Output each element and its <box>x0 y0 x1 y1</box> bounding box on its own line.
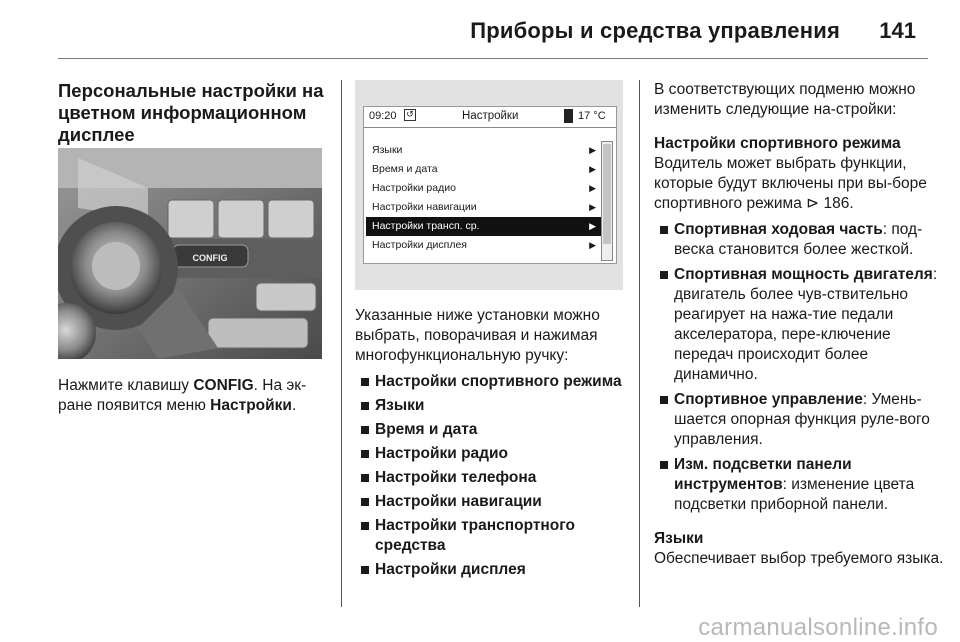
list-item: Спортивная мощность двигателя: двигатель более чув-ствительно реагирует на нажа-тие педали акселератора, пере-ключение передач происходит более динамично. <box>654 265 949 385</box>
header-divider <box>58 58 928 59</box>
config-key-label: CONFIG <box>192 253 228 263</box>
chevron-right-icon: ▶ <box>589 145 596 155</box>
screen-menu-item: Время и дата ▶ <box>366 160 602 179</box>
sport-description: Водитель может выбрать функции, которые будут включены при вы-боре спортивного режима ⊳ 186. <box>654 155 927 212</box>
instruction-paragraph: Нажмите клавишу CONFIG. На эк-ране появится меню Настройки. <box>58 377 307 414</box>
section-heading: Персональные настройки на цветном информационном дисплее <box>58 80 324 145</box>
screen-menu-item-selected: Настройки трансп. ср. ▶ <box>366 217 602 236</box>
screen-menu-item: Настройки дисплея ▶ <box>366 236 602 255</box>
list-item: Настройки транспортного средства <box>355 516 630 556</box>
thermometer-icon <box>564 109 573 123</box>
list-item: Настройки дисплея <box>355 560 630 580</box>
screen-menu-item: Настройки радио ▶ <box>366 179 602 198</box>
column-right <box>654 80 949 569</box>
list-item: Настройки телефона <box>355 468 630 488</box>
page-title: Приборы и средства управления <box>470 18 840 43</box>
submenu-intro: В соответствующих подменю можно изменить следующие на-стройки: <box>654 81 916 118</box>
screen-title: Настройки <box>462 110 519 122</box>
column-left <box>58 80 328 146</box>
list-item: Языки <box>355 396 630 416</box>
page-number: 141 <box>879 18 916 43</box>
chevron-right-icon: ▶ <box>589 183 596 193</box>
page-header <box>0 0 960 62</box>
config-key-name: CONFIG <box>193 377 254 394</box>
subsection-heading: Языки <box>654 530 704 547</box>
chevron-right-icon: ▶ <box>589 202 596 212</box>
screen-time: 09:20 <box>369 110 397 122</box>
screen-scrollbar <box>601 141 613 261</box>
settings-menu-name: Настройки <box>210 397 292 414</box>
config-button-photo <box>58 148 322 359</box>
languages-description: Обеспечивает выбор требуемого языка. <box>654 550 944 567</box>
config-instructions <box>58 376 328 416</box>
screen-menu-item: Настройки навигации ▶ <box>366 198 602 217</box>
list-item: Изм. подсветки панели инструментов: изменение цвета подсветки приборной панели. <box>654 455 949 515</box>
screen-temperature: 17 °C <box>578 110 606 122</box>
display-screenshot <box>355 80 623 290</box>
chevron-right-icon: ▶ <box>589 221 596 231</box>
column-divider <box>639 80 640 607</box>
column-divider <box>341 80 342 607</box>
settings-screen <box>363 106 617 264</box>
list-item: Настройки навигации <box>355 492 630 512</box>
subsection-heading: Настройки спортивного режима <box>654 135 901 152</box>
chevron-right-icon: ▶ <box>589 240 596 250</box>
chevron-right-icon: ▶ <box>589 164 596 174</box>
list-item: Спортивное управление: Умень-шается опорная функция руле-вого управления. <box>654 390 949 450</box>
settings-intro: Указанные ниже установки можно выбрать, поворачивая и нажимая многофункциональную ручку: <box>355 307 600 364</box>
list-item: Время и дата <box>355 420 630 440</box>
screen-menu-item: Языки ▶ <box>366 141 602 160</box>
list-item: Спортивная ходовая часть: под-веска становится более жесткой. <box>654 220 949 260</box>
list-item: Настройки радио <box>355 444 630 464</box>
watermark: carmanualsonline.info <box>698 614 938 641</box>
back-icon: ↺ <box>404 109 416 121</box>
column-middle <box>355 306 630 580</box>
page-ref-icon: ⊳ <box>806 195 820 212</box>
screen-status-bar <box>364 107 616 128</box>
list-item: Настройки спортивного режима <box>355 372 630 392</box>
